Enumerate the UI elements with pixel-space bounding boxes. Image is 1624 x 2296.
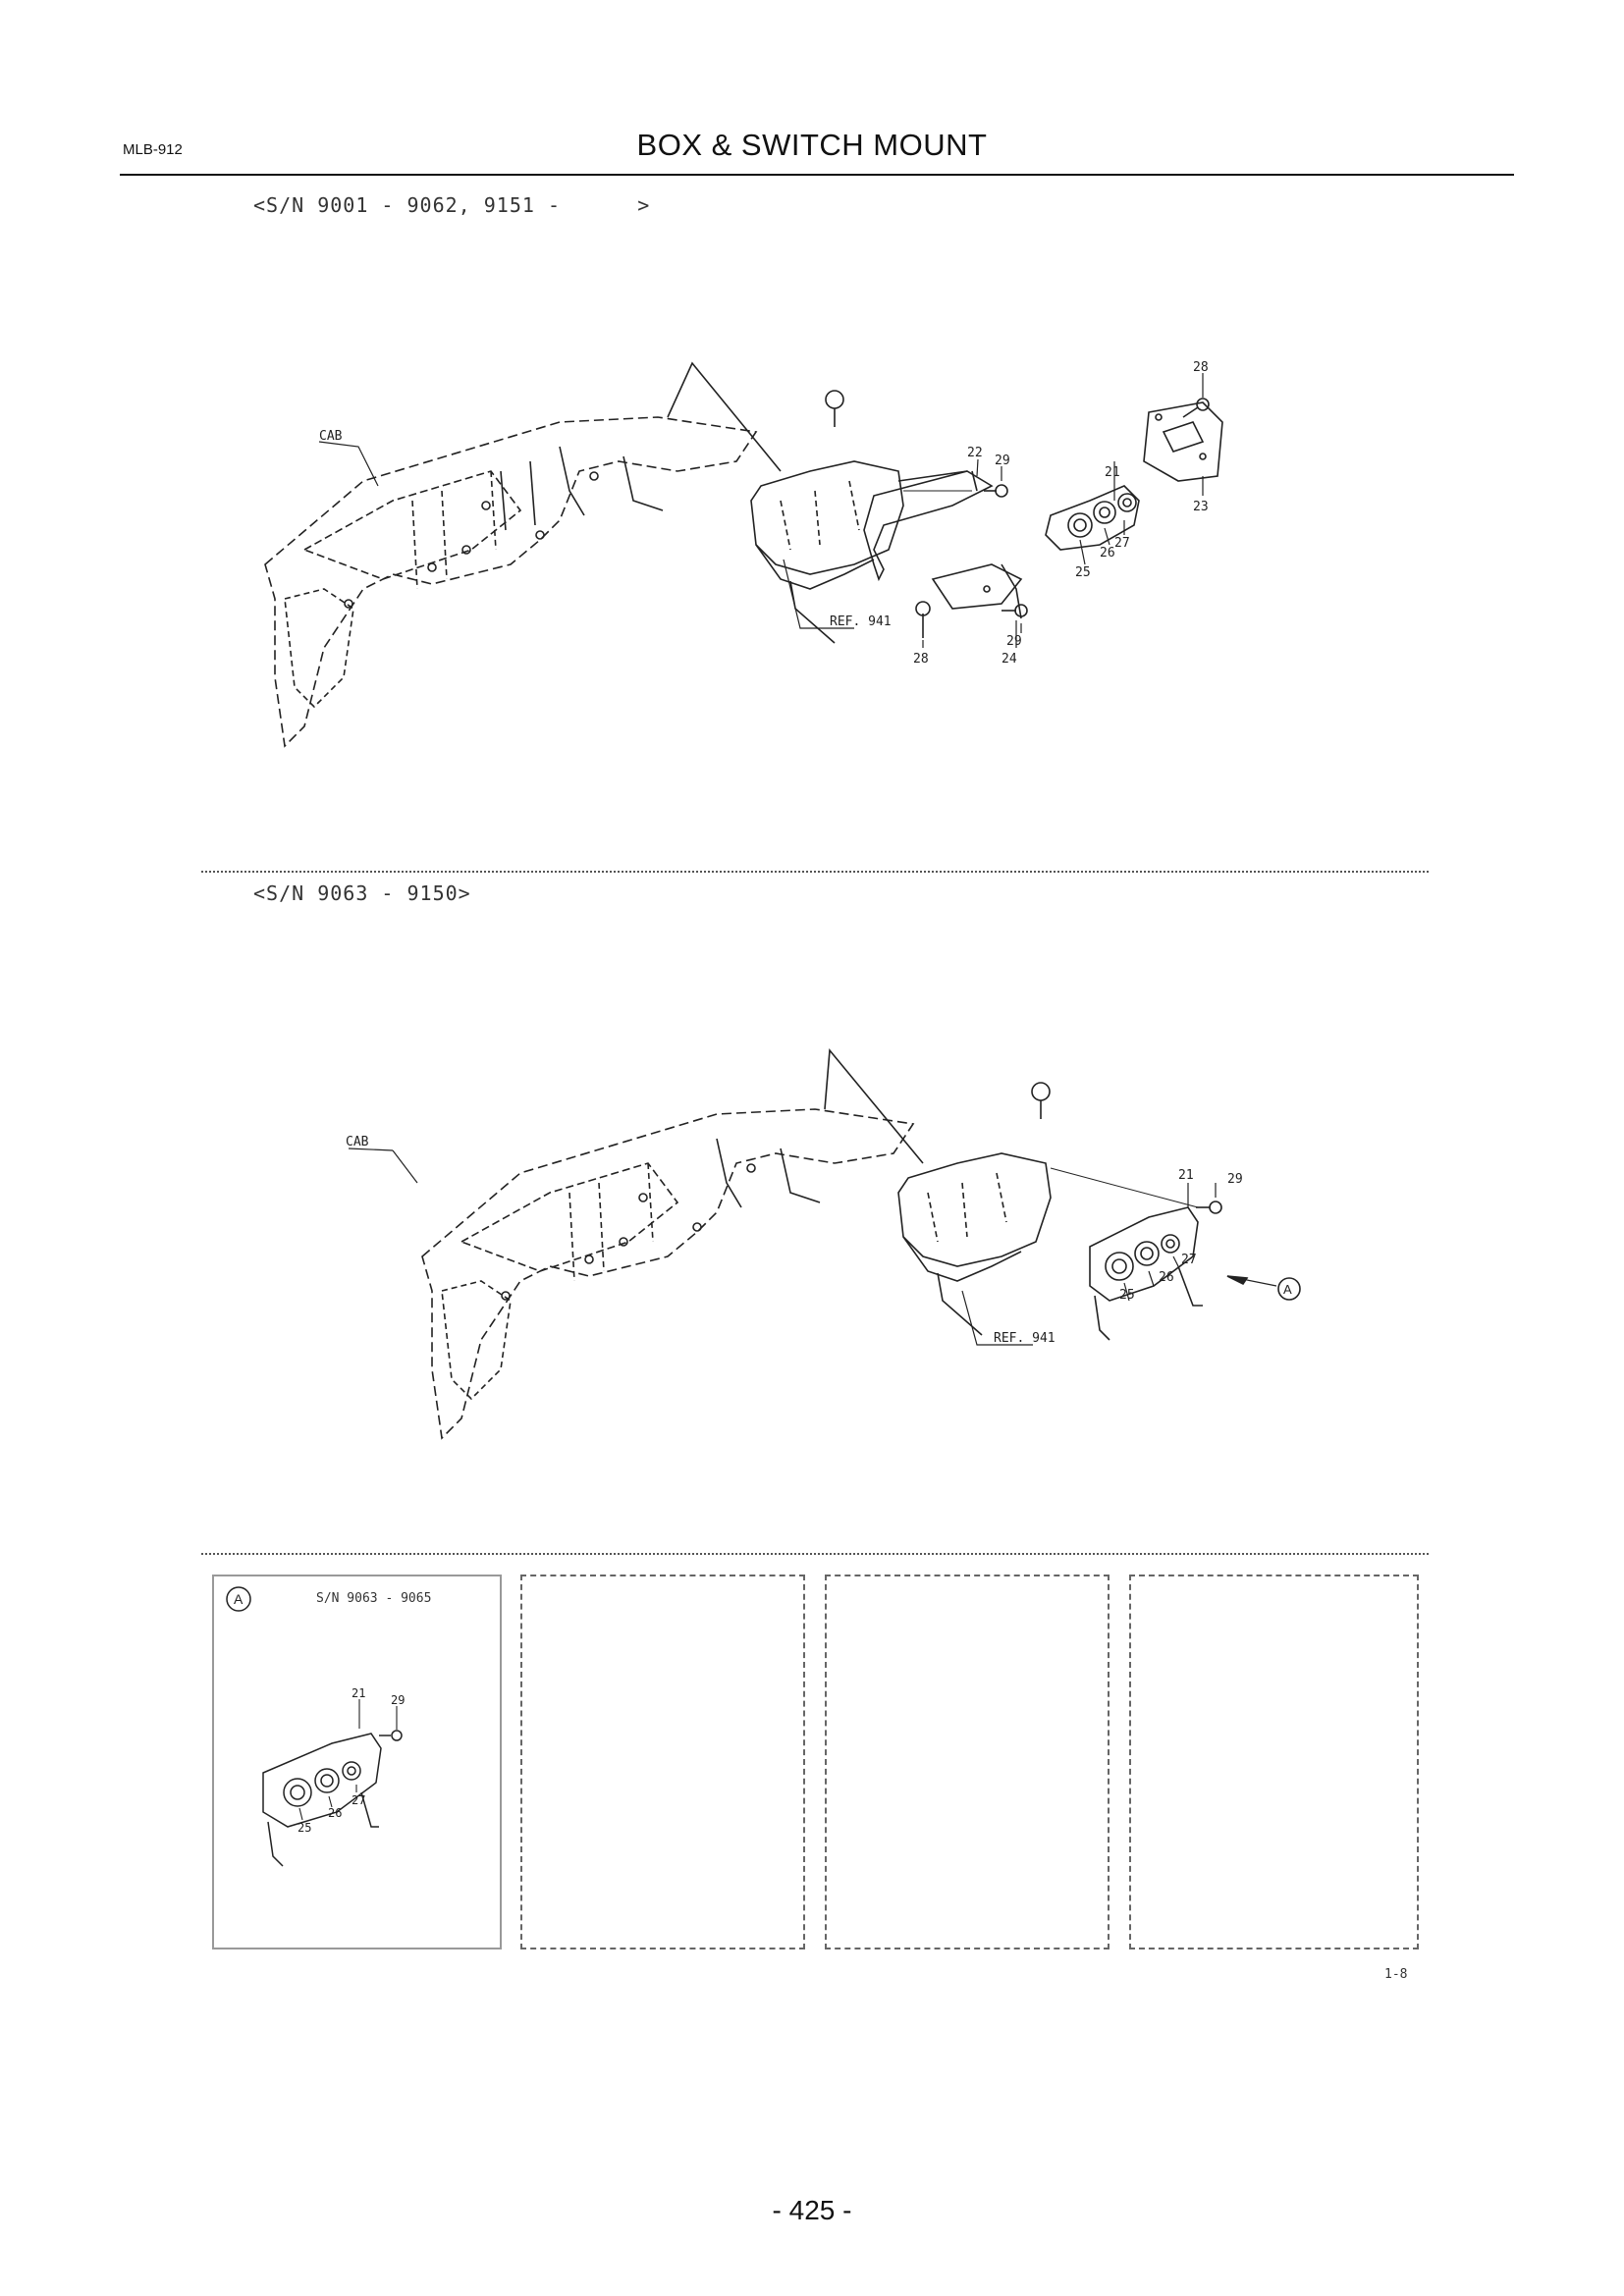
label-part-25: 25 [1119,1288,1135,1303]
label-part-27: 27 [1114,536,1130,551]
label-part-29-top: 29 [995,454,1010,468]
label-cab: CAB [346,1135,369,1149]
label-part-22: 22 [967,446,983,460]
page-title: BOX & SWITCH MOUNT [636,128,988,162]
section-divider-2 [201,1553,1429,1555]
part-21-panel [263,1734,381,1827]
label-part-25: 25 [1075,565,1091,580]
part-23-plate [1144,402,1222,481]
label-part-29: 29 [1227,1172,1243,1187]
page-number: - 425 - [772,2195,852,2225]
label-part-21: 21 [352,1686,366,1700]
empty-detail-panel-2 [825,1575,1110,1949]
serial-range-label-2: <S/N 9063 - 9150> [253,881,471,905]
label-ref-941: REF. 941 [994,1331,1056,1346]
label-part-21: 21 [1105,465,1120,480]
detail-serial-range: S/N 9063 - 9065 [316,1591,432,1606]
label-part-26: 26 [1100,546,1115,561]
empty-detail-panel-1 [520,1575,805,1949]
detail-panel-a [212,1575,502,1949]
serial-range-label-1: <S/N 9001 - 9062, 9151 - > [253,193,651,217]
detail-ref-marker: A [1283,1282,1292,1297]
detail-a-diagram [244,1686,479,1891]
figure-code: 1-8 [1384,1967,1408,1982]
part-24-plate [933,564,1021,609]
label-part-27: 27 [1181,1253,1197,1267]
header-rule [120,174,1514,176]
ref-941-box [898,1153,1051,1266]
label-part-28-top: 28 [1193,360,1209,375]
model-code: MLB-912 [123,141,183,158]
label-part-26: 26 [328,1806,343,1820]
empty-detail-panel-3 [1129,1575,1419,1949]
section-divider-1 [201,871,1429,873]
detail-a-marker: A [234,1591,244,1607]
exploded-diagram-1 [245,353,1394,766]
detail-a-marker-circle [224,1584,253,1614]
label-part-29: 29 [391,1693,406,1707]
label-part-24: 24 [1001,652,1017,667]
label-part-26: 26 [1159,1270,1174,1285]
cab-frame [265,417,756,746]
label-part-21: 21 [1178,1168,1194,1183]
label-part-28-bottom: 28 [913,652,929,667]
label-part-29-bottom: 29 [1006,634,1022,649]
part-22-bracket [864,471,992,579]
label-ref-941: REF. 941 [830,614,892,629]
exploded-diagram-2 [346,1036,1355,1448]
label-part-27: 27 [352,1793,366,1807]
label-cab: CAB [319,429,343,444]
ref-941-box [751,461,903,574]
label-part-25: 25 [298,1821,312,1835]
label-part-23: 23 [1193,500,1209,514]
cab-frame [422,1109,913,1438]
